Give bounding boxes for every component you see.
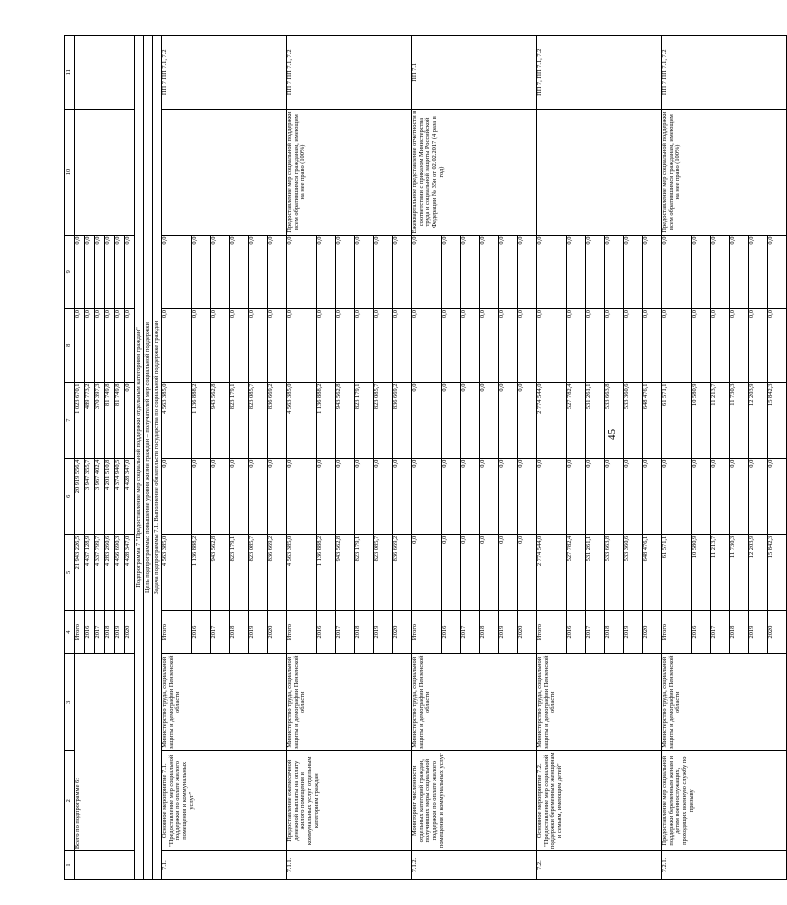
amount-cell: 0,0 (461, 235, 480, 309)
activity-row (287, 36, 317, 880)
period-cell: 2017 (211, 610, 230, 653)
amount-cell: 0,0 (125, 309, 135, 383)
amount-cell: 0,0 (105, 309, 115, 383)
amount-cell: 0,0 (374, 309, 393, 383)
amount-cell: 21 943 226,5 (75, 534, 85, 610)
activity-name: Предоставление ежемесячной денежной выплаты на оплату жилого помещения и коммунальных услуг отдельным категориям граждан (287, 751, 412, 851)
section-row (135, 36, 144, 880)
amount-cell: 0,0 (105, 235, 115, 309)
section-row (144, 36, 153, 880)
indicator-link: ПП 7.1 (412, 36, 537, 110)
amount-cell: 20 919 556,4 (75, 458, 85, 534)
amount-cell: 0,0 (537, 458, 567, 534)
period-cell: 2019 (249, 610, 268, 653)
amount-cell: 836 669,2 (268, 382, 287, 458)
amount-cell: 4 437 128,9 (85, 534, 95, 610)
amount-cell: 0,0 (355, 309, 374, 383)
amount-cell: 0,0 (412, 235, 442, 309)
amount-cell: 0,0 (268, 458, 287, 534)
period-cell: 2019 (624, 610, 643, 653)
total-label: Всего по подпрограмме 6: (75, 654, 135, 851)
period-cell: 2018 (605, 610, 624, 653)
amount-cell: 0,0 (643, 309, 662, 383)
amount-cell: 0,0 (249, 235, 268, 309)
activity-name: Основное мероприятие 7.1. "Предоставление мер социальной поддержки по оплате жилого помещения и коммунальных услуг" (162, 751, 287, 851)
amount-cell: 0,0 (567, 458, 586, 534)
amount-cell: 0,0 (412, 534, 442, 610)
amount-cell: 0,0 (442, 534, 461, 610)
amount-cell: 0,0 (192, 458, 211, 534)
amount-cell: 0,0 (768, 458, 787, 534)
amount-cell: 0,0 (317, 309, 336, 383)
amount-cell: 0,0 (643, 458, 662, 534)
amount-cell: 0,0 (605, 458, 624, 534)
item-number: 7.1. (162, 851, 287, 880)
amount-cell: 4 428 347,0 (125, 534, 135, 610)
amount-cell: 0,0 (230, 458, 249, 534)
period-cell: 2018 (230, 610, 249, 653)
amount-cell: 0,0 (586, 458, 605, 534)
amount-cell: 0,0 (605, 309, 624, 383)
amount-cell: 81 749,8 (115, 382, 125, 458)
amount-cell: 0,0 (480, 309, 499, 383)
subprogram-title: Подпрограмма 7 "Предоставление мер социальной поддержки отдельным категориям граждан" (135, 36, 144, 880)
amount-cell: 0,0 (624, 235, 643, 309)
activity-name: Предоставление мер социальной поддержки беременным женам и детям военнослужащих, проходящих военную службу по призыву (662, 751, 787, 851)
period-cell: 2016 (192, 610, 211, 653)
amount-cell: 0,0 (768, 235, 787, 309)
executor: Министерство труда, социальной защиты и демографии Пензенской области (412, 654, 537, 751)
amount-cell: 0,0 (537, 309, 567, 383)
column-number-row (65, 36, 75, 880)
amount-cell: 0,0 (268, 309, 287, 383)
amount-cell: 0,0 (662, 309, 692, 383)
amount-cell: 0,0 (125, 235, 135, 309)
period-cell: Итого (75, 610, 85, 653)
column-number: 6 (65, 458, 75, 534)
amount-cell: 0,0 (85, 309, 95, 383)
period-cell: 2018 (355, 610, 374, 653)
amount-cell: 533 360,6 (624, 382, 643, 458)
amount-cell: 0,0 (442, 458, 461, 534)
amount-cell: 0,0 (75, 235, 85, 309)
amount-cell: 12 203,9 (749, 382, 768, 458)
amount-cell: 0,0 (692, 235, 711, 309)
amount-cell: 4 563 385,0 (162, 382, 192, 458)
amount-cell: 0,0 (268, 235, 287, 309)
amount-cell: 0,0 (586, 235, 605, 309)
amount-cell: 81 749,8 (105, 382, 115, 458)
item-number: 7.1.1. (287, 851, 412, 880)
amount-cell: 0,0 (95, 309, 105, 383)
amount-cell: 1 136 888,2 (192, 382, 211, 458)
amount-cell: 0,0 (480, 534, 499, 610)
amount-cell: 0,0 (374, 235, 393, 309)
period-cell: 2017 (586, 610, 605, 653)
amount-cell: 11 213,7 (711, 534, 730, 610)
column-number: 1 (65, 851, 75, 880)
amount-cell: 489 773,2 (85, 382, 95, 458)
activity-name: Мониторинг численности отдельных категорий граждан, получивших меры социальной поддержки по оплате жилого помещения и коммунальных услуг (412, 751, 537, 851)
executor: Министерство труда, социальной защиты и демографии Пензенской области (662, 654, 787, 751)
amount-cell: 0,0 (730, 235, 749, 309)
amount-cell: 0,0 (211, 458, 230, 534)
amount-cell: 15 842,3 (768, 534, 787, 610)
column-number: 5 (65, 534, 75, 610)
amount-cell: 836 669,2 (393, 534, 412, 610)
amount-cell: 0,0 (518, 534, 537, 610)
amount-cell: 10 580,9 (692, 382, 711, 458)
amount-cell: 823 085,7 (374, 534, 393, 610)
amount-cell: 836 669,2 (393, 382, 412, 458)
period-cell: 2020 (643, 610, 662, 653)
amount-cell: 0,0 (711, 309, 730, 383)
amount-cell: 0,0 (355, 458, 374, 534)
amount-cell: 0,0 (461, 534, 480, 610)
amount-cell: 0,0 (711, 235, 730, 309)
amount-cell: 0,0 (586, 309, 605, 383)
activity-row (537, 36, 567, 880)
amount-cell: 0,0 (336, 458, 355, 534)
period-cell: 2016 (442, 610, 461, 653)
item-number: 7.1.2. (412, 851, 537, 880)
amount-cell: 0,0 (85, 235, 95, 309)
amount-cell: 0,0 (393, 309, 412, 383)
executor: Министерство труда, социальной защиты и демографии Пензенской области (537, 654, 662, 751)
amount-cell: 533 663,8 (605, 534, 624, 610)
amount-cell: 0,0 (162, 309, 192, 383)
amount-cell: 3 947 355,7 (85, 458, 95, 534)
period-cell: 2018 (480, 610, 499, 653)
amount-cell: 0,0 (499, 458, 518, 534)
amount-cell: 0,0 (461, 458, 480, 534)
page-number: 45 (606, 429, 618, 440)
amount-cell: 0,0 (192, 309, 211, 383)
amount-cell: 0,0 (499, 382, 518, 458)
period-cell: 2020 (768, 610, 787, 653)
expected-result (162, 109, 287, 235)
amount-cell: 4 283 260,6 (105, 534, 115, 610)
amount-cell: 943 562,8 (211, 382, 230, 458)
amount-cell: 0,0 (287, 309, 317, 383)
amount-cell: 370 397,3 (95, 382, 105, 458)
document-page (64, 35, 774, 880)
amount-cell: 0,0 (336, 309, 355, 383)
amount-cell: 0,0 (442, 235, 461, 309)
amount-cell: 823 085,7 (249, 534, 268, 610)
amount-cell: 0,0 (461, 309, 480, 383)
amount-cell: 0,0 (749, 458, 768, 534)
amount-cell: 15 842,3 (768, 382, 787, 458)
amount-cell: 0,0 (442, 309, 461, 383)
item-number: 7.2.1. (662, 851, 787, 880)
amount-cell: 0,0 (115, 235, 125, 309)
amount-cell: 0,0 (537, 235, 567, 309)
amount-cell: 533 663,8 (605, 382, 624, 458)
amount-cell: 12 203,9 (749, 534, 768, 610)
amount-cell: 0,0 (317, 235, 336, 309)
amount-cell: 61 571,1 (662, 382, 692, 458)
amount-cell: 0,0 (480, 382, 499, 458)
column-number: 11 (65, 36, 75, 110)
amount-cell: 0,0 (480, 458, 499, 534)
amount-cell: 0,0 (75, 309, 85, 383)
period-cell: 2018 (105, 610, 115, 653)
amount-cell: 1 136 888,2 (317, 534, 336, 610)
amount-cell: 61 571,1 (662, 534, 692, 610)
amount-cell: 0,0 (567, 235, 586, 309)
amount-cell: 0,0 (115, 309, 125, 383)
amount-cell: 0,0 (518, 235, 537, 309)
amount-cell: 0,0 (412, 382, 442, 458)
amount-cell: 0,0 (730, 458, 749, 534)
amount-cell: 1 023 670,1 (75, 382, 85, 458)
amount-cell: 0,0 (249, 458, 268, 534)
indicator-link: ПП 7, ПП 7.1, 7.2 (537, 36, 662, 110)
activity-row (662, 36, 692, 880)
activity-row (162, 36, 192, 880)
period-cell: 2016 (85, 610, 95, 653)
period-cell: 2019 (749, 610, 768, 653)
section-row (153, 36, 162, 880)
amount-cell: 4 563 385,0 (287, 534, 317, 610)
amount-cell: 3 967 402,4 (95, 458, 105, 534)
amount-cell: 4 563 385,0 (162, 534, 192, 610)
amount-cell: 0,0 (518, 458, 537, 534)
amount-cell: 0,0 (692, 458, 711, 534)
column-number: 9 (65, 235, 75, 309)
amount-cell: 0,0 (711, 458, 730, 534)
amount-cell: 0,0 (249, 309, 268, 383)
period-cell: 2016 (317, 610, 336, 653)
amount-cell: 533 360,6 (624, 534, 643, 610)
amount-cell: 0,0 (567, 309, 586, 383)
amount-cell: 823 085,7 (374, 382, 393, 458)
amount-cell: 0,0 (518, 382, 537, 458)
amount-cell: 0,0 (605, 235, 624, 309)
amount-cell: 823 179,1 (355, 382, 374, 458)
amount-cell: 11 730,3 (730, 534, 749, 610)
amount-cell: 0,0 (480, 235, 499, 309)
amount-cell: 823 179,1 (230, 382, 249, 458)
amount-cell: 0,0 (317, 458, 336, 534)
amount-cell: 0,0 (499, 534, 518, 610)
amount-cell: 648 476,1 (643, 382, 662, 458)
amount-cell: 943 562,8 (336, 382, 355, 458)
amount-cell: 0,0 (287, 458, 317, 534)
amount-cell: 0,0 (499, 235, 518, 309)
amount-cell: 0,0 (624, 309, 643, 383)
total-row (75, 36, 85, 880)
amount-cell: 0,0 (412, 458, 442, 534)
indicator-link: ПП 7 ПП 7.1, 7.2 (662, 36, 787, 110)
amount-cell: 0,0 (692, 309, 711, 383)
executor: Министерство труда, социальной защиты и демографии Пензенской области (162, 654, 287, 751)
amount-cell: 0,0 (230, 235, 249, 309)
period-cell: Итого (287, 610, 317, 653)
amount-cell: 0,0 (95, 235, 105, 309)
amount-cell: 0,0 (499, 309, 518, 383)
amount-cell: 0,0 (374, 458, 393, 534)
amount-cell: 1 136 888,2 (192, 534, 211, 610)
amount-cell: 0,0 (230, 309, 249, 383)
amount-cell: 648 476,1 (643, 534, 662, 610)
period-cell: 2019 (115, 610, 125, 653)
program-table (64, 35, 787, 880)
period-cell: 2017 (95, 610, 105, 653)
amount-cell: 823 179,1 (355, 534, 374, 610)
amount-cell: 0,0 (730, 309, 749, 383)
amount-cell: 4 337 799,7 (95, 534, 105, 610)
indicator-link: ПП 7 ПП 7.1, 7.2 (287, 36, 412, 110)
amount-cell: 943 562,8 (211, 534, 230, 610)
amount-cell: 943 562,8 (336, 534, 355, 610)
period-cell: 2016 (692, 610, 711, 653)
expected-result: Предоставление мер социальной поддержки всем обратившимся гражданам, имеющим на нее право (100%) (662, 109, 787, 235)
period-cell: 2020 (125, 610, 135, 653)
period-cell: Итого (537, 610, 567, 653)
amount-cell: 4 456 690,3 (115, 534, 125, 610)
indicator-link: ПП 7 ПП 7.1, 7.2 (162, 36, 287, 110)
amount-cell: 836 669,2 (268, 534, 287, 610)
amount-cell: 0,0 (749, 309, 768, 383)
column-number: 2 (65, 751, 75, 851)
amount-cell: 0,0 (643, 235, 662, 309)
amount-cell: 0,0 (662, 235, 692, 309)
amount-cell: 823 085,7 (249, 382, 268, 458)
amount-cell: 0,0 (662, 458, 692, 534)
amount-cell: 0,0 (393, 458, 412, 534)
amount-cell: 0,0 (162, 235, 192, 309)
amount-cell: 0,0 (162, 458, 192, 534)
column-number: 4 (65, 610, 75, 653)
amount-cell: 0,0 (192, 235, 211, 309)
amount-cell: 10 580,9 (692, 534, 711, 610)
period-cell: 2020 (393, 610, 412, 653)
period-cell: 2019 (374, 610, 393, 653)
amount-cell: 0,0 (412, 309, 442, 383)
column-number: 3 (65, 654, 75, 751)
period-cell: 2016 (567, 610, 586, 653)
activity-row (412, 36, 442, 880)
period-cell: 2018 (730, 610, 749, 653)
period-cell: Итого (412, 610, 442, 653)
amount-cell: 1 136 888,2 (317, 382, 336, 458)
amount-cell: 0,0 (518, 309, 537, 383)
period-cell: 2020 (518, 610, 537, 653)
amount-cell: 11 730,3 (730, 382, 749, 458)
amount-cell: 0,0 (442, 382, 461, 458)
amount-cell: 2 774 544,0 (537, 382, 567, 458)
amount-cell: 4 374 940,5 (115, 458, 125, 534)
amount-cell: 4 201 510,8 (105, 458, 115, 534)
amount-cell: 2 774 544,0 (537, 534, 567, 610)
amount-cell: 0,0 (211, 235, 230, 309)
amount-cell: 0,0 (125, 382, 135, 458)
period-cell: 2020 (268, 610, 287, 653)
amount-cell: 527 782,4 (567, 382, 586, 458)
expected-result (537, 109, 662, 235)
amount-cell: 4 563 385,0 (287, 382, 317, 458)
subprogram-goal: Цель подпрограммы: повышение уровня жизни граждан – получателей мер социальной поддержки (144, 36, 153, 880)
expected-result: Ежеквартальное представление отчетности в соответствии с приказом Министерства труда и социальной защиты Российской Федерации № 35н от 02.02.2017 (4 раза в год) (412, 109, 537, 235)
amount-cell: 0,0 (355, 235, 374, 309)
amount-cell: 531 261,1 (586, 382, 605, 458)
subprogram-task: Задача подпрограммы 7.1. Выполнение обязательств государства по социальной поддержке граждан (153, 36, 162, 880)
amount-cell: 0,0 (749, 235, 768, 309)
period-cell: 2019 (499, 610, 518, 653)
expected-result: Предоставление мер социальной поддержки всем обратившимся гражданам, имеющим на нее право (100%) (287, 109, 412, 235)
amount-cell: 11 213,7 (711, 382, 730, 458)
period-cell: Итого (662, 610, 692, 653)
amount-cell: 4 428 347,0 (125, 458, 135, 534)
period-cell: 2017 (711, 610, 730, 653)
period-cell: 2017 (336, 610, 355, 653)
amount-cell: 0,0 (768, 309, 787, 383)
amount-cell: 0,0 (211, 309, 230, 383)
amount-cell: 0,0 (287, 235, 317, 309)
amount-cell: 0,0 (624, 458, 643, 534)
activity-name: Основное мероприятие 7.2. "Предоставление мер социальной поддержки беременным женщинам и семьям, имеющим детей" (537, 751, 662, 851)
amount-cell: 0,0 (393, 235, 412, 309)
amount-cell: 531 261,1 (586, 534, 605, 610)
column-number: 10 (65, 109, 75, 235)
amount-cell: 527 782,4 (567, 534, 586, 610)
amount-cell: 0,0 (336, 235, 355, 309)
period-cell: Итого (162, 610, 192, 653)
executor: Министерство труда, социальной защиты и демографии Пензенской области (287, 654, 412, 751)
item-number: 7.2. (537, 851, 662, 880)
column-number: 7 (65, 382, 75, 458)
amount-cell: 823 179,1 (230, 534, 249, 610)
amount-cell: 0,0 (461, 382, 480, 458)
period-cell: 2017 (461, 610, 480, 653)
column-number: 8 (65, 309, 75, 383)
